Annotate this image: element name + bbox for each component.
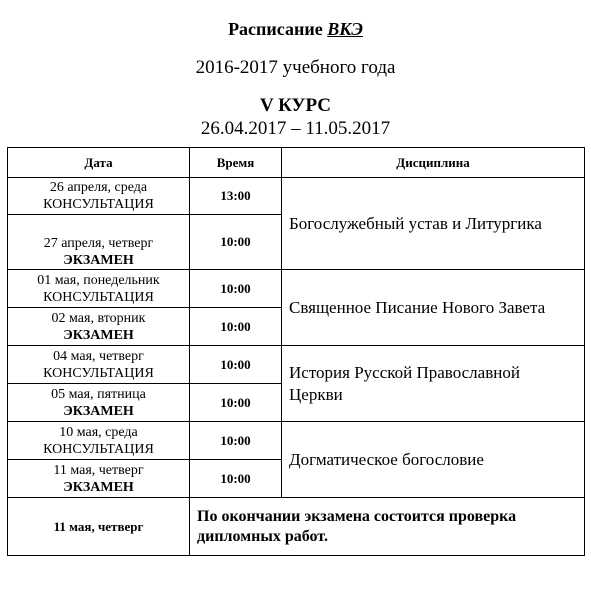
table-row [8,422,585,460]
date-text: 27 апреля, четверг [43,236,154,251]
column-header-discipline: Дисциплина [282,148,585,178]
time-cell: 10:00 [190,270,282,308]
discipline-cell: Догматическое богословие [282,422,585,498]
time-cell: 13:00 [190,178,282,215]
time-cell: 10:00 [190,384,282,422]
time-cell: 10:00 [190,346,282,384]
time-cell: 10:00 [190,422,282,460]
event-text: КОНСУЛЬТАЦИЯ [43,197,154,212]
event-text: ЭКЗАМЕН [63,253,134,268]
date-text: 26 апреля, среда [49,180,148,195]
academic-year: 2016-2017 учебного года [195,57,396,78]
table-row [8,270,585,308]
time-cell: 10:00 [190,215,282,270]
date-cell [8,178,190,215]
date-range: 26.04.2017 – 11.05.2017 [200,118,391,139]
table-row-final [8,498,585,556]
title-prefix: Расписание [228,19,323,39]
table-header-row [8,148,585,178]
date-cell [8,308,190,346]
date-cell [8,384,190,422]
date-text: 11 мая, четверг [53,462,144,478]
page-title [0,19,591,40]
date-text: 05 мая, пятница [51,386,146,402]
table-row [8,178,585,215]
event-text: ЭКЗАМЕН [63,403,134,419]
event-text: ЭКЗАМЕН [63,479,134,495]
event-text: КОНСУЛЬТАЦИЯ [43,289,154,305]
date-cell [8,346,190,384]
table-row [8,346,585,384]
final-date-cell: 11 мая, четверг [8,498,190,556]
event-text: ЭКЗАМЕН [63,327,134,343]
date-cell [8,422,190,460]
column-header-date: Дата [8,148,190,178]
course-label: V КУРС [259,95,332,116]
date-cell [8,270,190,308]
event-text: КОНСУЛЬТАЦИЯ [43,365,154,381]
date-text: 01 мая, понедельник [37,272,160,288]
schedule-table [7,147,585,556]
date-text: 04 мая, четверг [53,348,144,364]
date-cell [8,460,190,498]
title-vke: ВКЭ [327,19,363,39]
discipline-cell: История Русской Православной Церкви [282,346,585,422]
discipline-cell: Священное Писание Нового Завета [282,270,585,346]
date-cell [8,215,190,270]
discipline-cell: Богослужебный устав и Литургика [282,178,585,270]
final-note-cell: По окончании экзамена состоится проверка дипломных работ. [190,498,585,556]
time-cell: 10:00 [190,460,282,498]
event-text: КОНСУЛЬТАЦИЯ [43,441,154,457]
date-text: 02 мая, вторник [51,310,146,326]
date-text: 10 мая, среда [59,424,138,440]
column-header-time: Время [190,148,282,178]
time-cell: 10:00 [190,308,282,346]
